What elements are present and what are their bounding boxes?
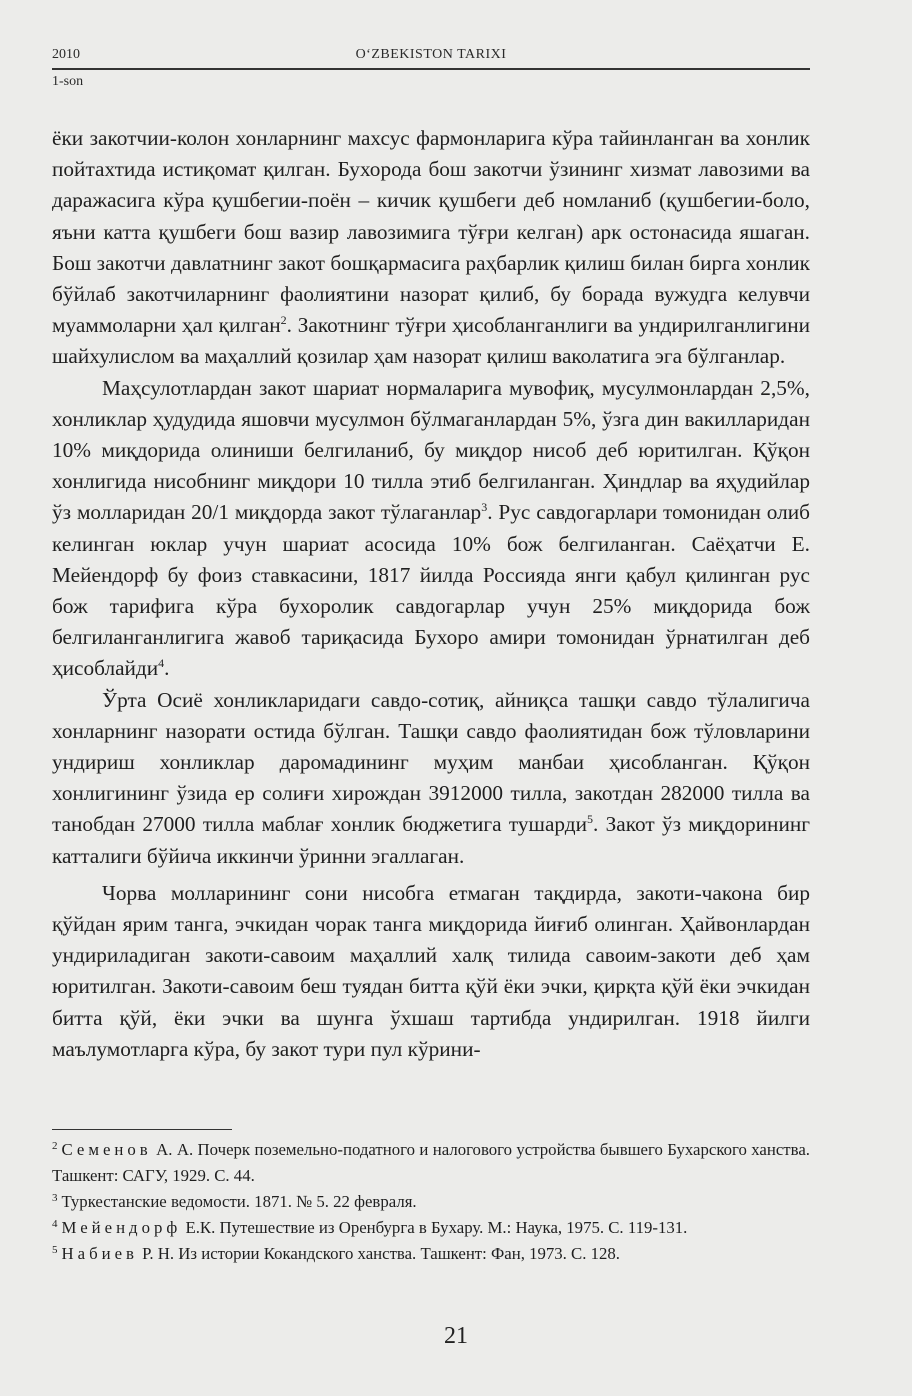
paragraph-text: Чорва молларининг сони нисобга етмаган тақдирда, закоти-чакона бир қўйдан ярим танга, эчкидан чорак танга миқдорида йиғиб олинган. Ҳайвонлардан ундириладиган закоти-савоим маҳаллий халқ тилида савоим-закоти деб ҳам юритилган. Закоти-савоим беш туядан битта қўй ёки эчки, қирқта қўй ёки эчкидан битта қўй, ёки эчки ва шунга ўхшаш тартибда ундирилган. 1918 йилги маълумотларга кўра, бу закот тури пул кўрини- bbox=[52, 880, 810, 1061]
header-year: 2010 bbox=[52, 47, 80, 62]
footnote-item bbox=[52, 1137, 810, 1189]
paragraph-text: . bbox=[164, 656, 170, 681]
footnote-author: Набиев bbox=[61, 1244, 138, 1263]
footnote-item bbox=[52, 1241, 810, 1267]
footnote-text: А. А. Почерк поземельно-податного и налогового устройства бывшего Бухарского ханства. Ташкент: САГУ, 1929. С. 44. bbox=[52, 1140, 810, 1185]
footnote-text: Р. Н. Из истории Кокандского ханства. Ташкент: Фан, 1973. С. 128. bbox=[137, 1244, 620, 1263]
footnotes bbox=[52, 1137, 810, 1267]
paragraph-text: . Закотнинг тўғри ҳисобланганлиги ва ундирилганлигини шайхулислом ва маҳаллий қозилар ҳам назорат қилиш ваколатига эга бўлганлар. bbox=[52, 313, 810, 369]
header-rule bbox=[52, 68, 810, 70]
footnote-number: 3 bbox=[52, 1192, 58, 1204]
body-paragraph bbox=[52, 373, 810, 685]
footnote-item bbox=[52, 1189, 810, 1215]
footnote-author: Семенов bbox=[61, 1140, 152, 1159]
footnote-number: 4 bbox=[52, 1218, 58, 1230]
page-number: 21 bbox=[444, 1323, 468, 1349]
footnote-reference[interactable]: 5 bbox=[587, 812, 593, 827]
footnote-author: Мейендорф bbox=[61, 1218, 182, 1237]
body-text bbox=[52, 123, 810, 1065]
paragraph-text: Маҳсулотлардан закот шариат нормаларига мувофиқ, мусулмонлардан 2,5%, хонликлар ҳудудида яшовчи мусулмон бўлмаганлардан 5%, ўзга дин вакилларидан 10% миқдорида олиниши белгиланиб, бу миқдор нисоб деб юритилган. Қўқон хонлигида нисобнинг миқдори 10 тилла этиб белгиланган. Ҳиндлар ва яҳудийлар ўз молларидан 20/1 миқдорда закот тўлаганлар bbox=[52, 375, 810, 525]
body-paragraph bbox=[52, 123, 810, 373]
paragraph-text: Ўрта Осиё хонликларидаги савдо-сотиқ, айниқса ташқи савдо тўлалигича хонларнинг назорати остида бўлган. Ташқи савдо фаолиятидан бож тўловларини ундириш хонликлар даромадининг муҳим манбаи ҳисобланган. Қўқон хонлигининг ўзида ер солиғи хирождан 3912000 тилла, закотдан 282000 тилла ва танобдан 27000 тилла маблағ хонлик бюджетига тушарди bbox=[52, 687, 810, 837]
header-issue: 1-son bbox=[52, 74, 84, 89]
footnote-number: 2 bbox=[52, 1140, 58, 1152]
body-paragraph bbox=[52, 685, 810, 872]
footnote-text: Туркестанские ведомости. 1871. № 5. 22 февраля. bbox=[61, 1192, 417, 1211]
paragraph-text: . Закот ўз миқдорининг катталиги бўйича иккинчи ўринни эгаллаган. bbox=[52, 812, 810, 868]
footnote-reference[interactable]: 3 bbox=[481, 500, 488, 515]
header-journal-title: O‘ZBEKISTON TARIXI bbox=[355, 47, 507, 62]
footnote-item bbox=[52, 1215, 810, 1241]
footnote-rule bbox=[52, 1129, 232, 1130]
paragraph-text: . Рус савдогарлари томонидан олиб келинган юклар учун шариат асосида 10% бож белгиланган. Саёҳатчи Е. Мейендорф бу фоиз ставкасини, 1817 йилда Россияда янги қабул қилинган рус бож тарифига кўра бухоролик савдогарлар учун 25% миқдорида бож белгиланганлигига жавоб тариқасида Бухоро амири томонидан ўрнатилган деб ҳисоблайди bbox=[52, 500, 811, 681]
footnote-text: Е.К. Путешествие из Оренбурга в Бухару. М.: Наука, 1975. С. 119-131. bbox=[181, 1218, 688, 1237]
body-paragraph bbox=[52, 878, 810, 1065]
footnote-reference[interactable]: 4 bbox=[158, 656, 165, 671]
paragraph-text: ёки закотчии-колон хонларнинг махсус фармонларига кўра тайинланган ва хонлик пойтахтида истиқомат қилган. Бухорода бош закотчи ўзининг хизмат лавозими ва даражасига кўра қушбегии-поён – кичик қушбеги деб номланиб (қушбегии-боло, яъни катта қушбеги бош вазир лавозимига тўғри келган) арк остонасида яшаган. Бош закотчи давлатнинг закот бошқармасига раҳбарлик қилиш билан бирга хонлик бўйлаб закотчиларнинг фаолиятини назорат қилиб, бу борада вужудга келувчи муаммоларни ҳал қилган bbox=[52, 126, 810, 338]
footnote-reference[interactable]: 2 bbox=[280, 313, 287, 328]
footnote-number: 5 bbox=[52, 1244, 58, 1256]
